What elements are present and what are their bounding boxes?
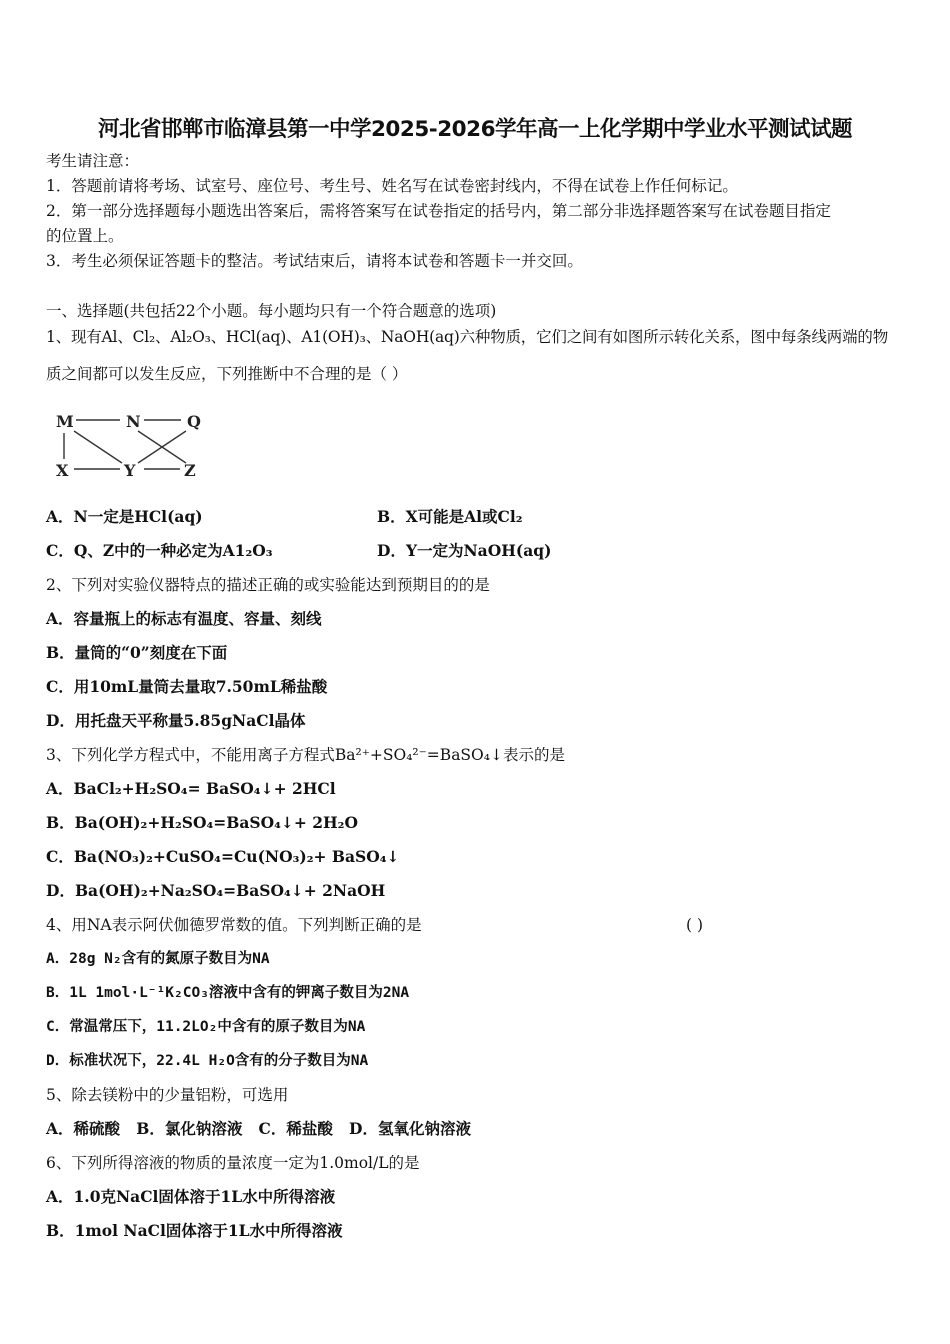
q4-option-b: B．1L 1mol·L⁻¹K₂CO₃溶液中含有的钾离子数目为2NA: [46, 985, 410, 1001]
notice-item-2: 2．第一部分选择题每小题选出答案后，需将答案写在试卷指定的括号内，第二部分非选择题答案写在试卷题目指定: [46, 202, 831, 220]
q2-option-b: B．量筒的“0”刻度在下面: [46, 643, 228, 662]
notice-item-1: 1．答题前请将考场、试室号、座位号、考生号、姓名写在试卷密封线内，不得在试卷上作任何标记。: [46, 177, 738, 195]
reaction-diagram: [50, 405, 210, 485]
q4-stem: 4、用NA表示阿伏伽德罗常数的值。下列判断正确的是: [46, 916, 422, 934]
edge-m-y: [74, 431, 122, 463]
node-z: Z: [184, 461, 196, 480]
node-x: X: [56, 461, 69, 480]
q3-option-d: D．Ba(OH)₂+Na₂SO₄=BaSO₄↓+ 2NaOH: [46, 881, 386, 900]
q2-option-c: C．用10mL量筒去量取7.50mL稀盐酸: [46, 677, 328, 696]
q2-option-a: A．容量瓶上的标志有温度、容量、刻线: [46, 609, 322, 628]
q3-option-b: B．Ba(OH)₂+H₂SO₄=BaSO₄↓+ 2H₂O: [46, 813, 358, 832]
q4-option-d: D．标准状况下，22.4L H₂O含有的分子数目为NA: [46, 1053, 369, 1069]
q6-option-a: A．1.0克NaCl固体溶于1L水中所得溶液: [46, 1187, 336, 1206]
q3-stem: 3、下列化学方程式中，不能用离子方程式Ba²⁺+SO₄²⁻=BaSO₄↓表示的是: [46, 746, 565, 764]
q1-option-a: A．N一定是HCl(aq): [46, 507, 203, 526]
q3-option-a: A．BaCl₂+H₂SO₄= BaSO₄↓+ 2HCl: [46, 779, 336, 798]
q4-option-c: C．常温常压下，11.2LO₂中含有的原子数目为NA: [46, 1019, 366, 1035]
q1-option-c: C．Q、Z中的一种必定为A1₂O₃: [46, 541, 273, 560]
notice-heading: 考生请注意：: [46, 152, 140, 170]
q5-stem: 5、除去镁粉中的少量铝粉，可选用: [46, 1086, 289, 1104]
q3-option-c: C．Ba(NO₃)₂+CuSO₄=Cu(NO₃)₂+ BaSO₄↓: [46, 847, 400, 866]
node-q: Q: [187, 412, 201, 431]
q4-option-a: A．28g N₂含有的氮原子数目为NA: [46, 951, 270, 967]
q6-stem: 6、下列所得溶液的物质的量浓度一定为1.0mol/L的是: [46, 1154, 420, 1172]
node-y: Y: [124, 461, 136, 480]
q6-option-b: B．1mol NaCl固体溶于1L水中所得溶液: [46, 1221, 343, 1240]
q1-option-d: D．Y一定为NaOH(aq): [377, 541, 552, 560]
section-heading: 一、选择题(共包括22个小题。每小题均只有一个符合题意的选项): [46, 302, 497, 320]
q1-stem-line2: 质之间都可以发生反应，下列推断中不合理的是（ ）: [46, 365, 408, 383]
q4-answer-paren: ( ): [686, 916, 704, 934]
notice-item-3: 3．考生必须保证答题卡的整洁。考试结束后，请将本试卷和答题卡一并交回。: [46, 252, 583, 270]
q2-option-d: D．用托盘天平称量5.85gNaCl晶体: [46, 711, 306, 730]
q5-options: A．稀硫酸 B．氯化钠溶液 C．稀盐酸 D．氢氧化钠溶液: [46, 1119, 471, 1138]
notice-item-2-cont: 的位置上。: [46, 227, 124, 245]
node-m: M: [56, 412, 74, 431]
q1-option-b: B．X可能是Al或Cl₂: [377, 507, 523, 526]
q2-stem: 2、下列对实验仪器特点的描述正确的或实验能达到预期目的的是: [46, 576, 490, 594]
page-title: 河北省邯郸市临漳县第一中学2025-2026学年高一上化学期中学业水平测试试题: [97, 117, 853, 142]
q1-stem-line1: 1、现有Al、Cl₂、Al₂O₃、HCl(aq)、A1(OH)₃、NaOH(aq)六种物质，它们之间有如图所示转化关系，图中每条线两端的物: [46, 328, 888, 346]
node-n: N: [126, 412, 141, 431]
